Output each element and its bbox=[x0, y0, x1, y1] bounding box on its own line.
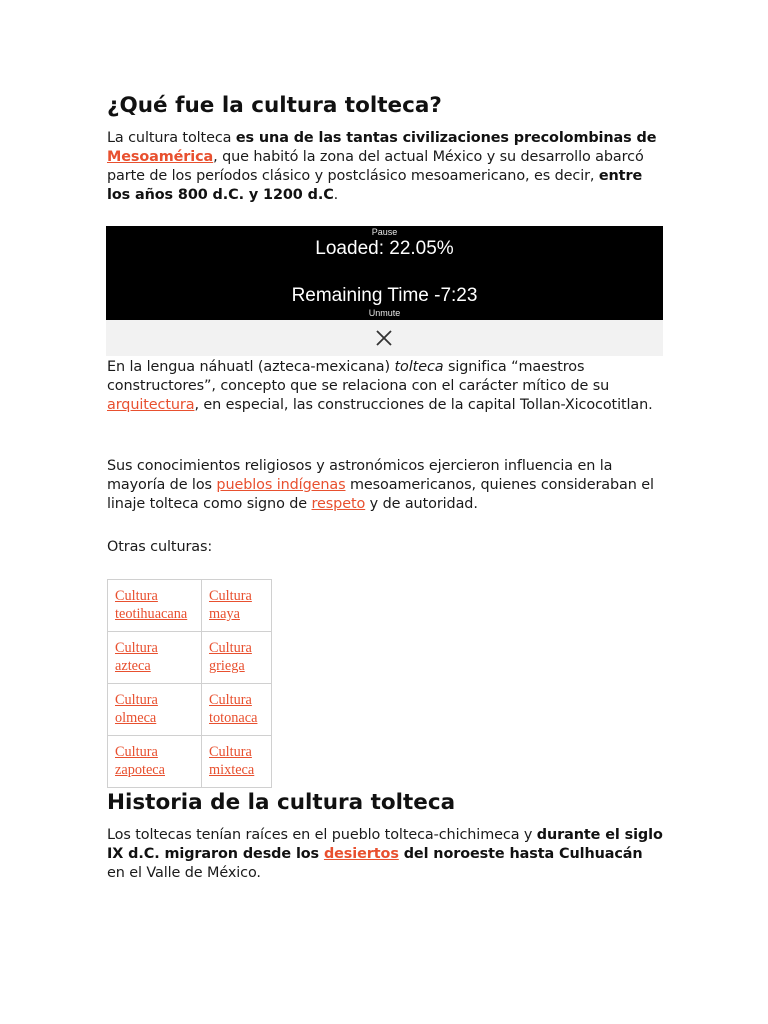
tolteca-italic: tolteca bbox=[394, 359, 444, 375]
table-cell bbox=[108, 580, 202, 632]
table-cell bbox=[202, 580, 272, 632]
desiertos-link[interactable]: desiertos bbox=[323, 846, 399, 862]
table-row bbox=[108, 580, 272, 632]
table-cell bbox=[108, 736, 202, 788]
intro-text-3: . bbox=[333, 187, 339, 203]
knowledge-text-3: y de autoridad. bbox=[365, 496, 478, 512]
video-player[interactable] bbox=[106, 226, 663, 320]
pause-button[interactable]: Pause bbox=[371, 227, 398, 237]
history-bold-text-2: del noroeste hasta Culhuacán bbox=[398, 846, 643, 862]
intro-bold-text: es una de las tantas civilizaciones precolombinas de bbox=[235, 130, 657, 146]
intro-text-2: , que habitó la zona del actual México y su desarrollo abarcó parte de los períodos clásico y postclásico mesoamericano, es decir, bbox=[107, 149, 644, 184]
close-icon[interactable] bbox=[374, 328, 394, 348]
nahuatl-text-3: , en especial, las construcciones de la capital Tollan-Xicocotitlan. bbox=[194, 397, 653, 413]
nahuatl-text: En la lengua náhuatl (azteca-mexicana) bbox=[107, 359, 395, 375]
other-cultures-table bbox=[107, 579, 272, 788]
culture-link-azteca[interactable]: Cultura azteca bbox=[115, 640, 158, 674]
history-text: Los toltecas tenían raíces en el pueblo tolteca-chichimeca y bbox=[107, 827, 537, 843]
knowledge-text: Sus conocimientos religiosos y astronómicos ejercieron influencia en la mayoría de los bbox=[107, 458, 613, 493]
other-cultures-label: Otras culturas: bbox=[107, 539, 213, 555]
arquitectura-link[interactable]: arquitectura bbox=[107, 397, 195, 413]
nahuatl-text-2: significa “maestros constructores”, concepto que se relaciona con el carácter mítico de su bbox=[107, 359, 610, 394]
knowledge-paragraph bbox=[107, 457, 663, 514]
culture-link-griega[interactable]: Cultura griega bbox=[209, 640, 252, 674]
culture-link-zapoteca[interactable]: Cultura zapoteca bbox=[115, 744, 165, 778]
culture-link-teotihuacana[interactable]: Cultura teotihuacana bbox=[115, 588, 188, 622]
nahuatl-paragraph bbox=[107, 358, 663, 415]
culture-link-totonaca[interactable]: Cultura totonaca bbox=[209, 692, 258, 726]
respeto-link[interactable]: respeto bbox=[311, 496, 366, 512]
unmute-button[interactable]: Unmute bbox=[368, 308, 401, 318]
video-remaining-time: Remaining Time -7:23 bbox=[291, 285, 478, 306]
mesoamerica-link[interactable]: Mesoamérica bbox=[107, 149, 214, 165]
culture-link-mixteca[interactable]: Cultura mixteca bbox=[209, 744, 255, 778]
history-text-2: en el Valle de México. bbox=[107, 865, 261, 881]
pueblos-indigenas-link[interactable]: pueblos indígenas bbox=[216, 477, 346, 493]
history-bold-text: durante el siglo IX d.C. migraron desde los bbox=[107, 827, 663, 862]
knowledge-text-2: mesoamericanos, quienes consideraban el linaje tolteca como signo de bbox=[107, 477, 654, 512]
culture-link-maya[interactable]: Cultura maya bbox=[209, 588, 252, 622]
article-heading: ¿Qué fue la cultura tolteca? bbox=[107, 93, 442, 118]
table-cell bbox=[202, 684, 272, 736]
intro-text: La cultura tolteca bbox=[107, 130, 236, 146]
table-cell bbox=[108, 684, 202, 736]
table-row bbox=[108, 632, 272, 684]
intro-paragraph bbox=[107, 129, 663, 205]
table-cell bbox=[202, 736, 272, 788]
table-cell bbox=[202, 632, 272, 684]
table-row bbox=[108, 684, 272, 736]
video-loaded-status: Loaded: 22.05% bbox=[315, 238, 454, 259]
history-paragraph bbox=[107, 826, 663, 883]
history-heading: Historia de la cultura tolteca bbox=[107, 790, 456, 815]
video-close-bar bbox=[106, 320, 663, 356]
culture-link-olmeca[interactable]: Cultura olmeca bbox=[115, 692, 158, 726]
table-row bbox=[108, 736, 272, 788]
intro-dates-text: entre los años 800 d.C. y 1200 d.C bbox=[107, 168, 643, 203]
table-cell bbox=[108, 632, 202, 684]
